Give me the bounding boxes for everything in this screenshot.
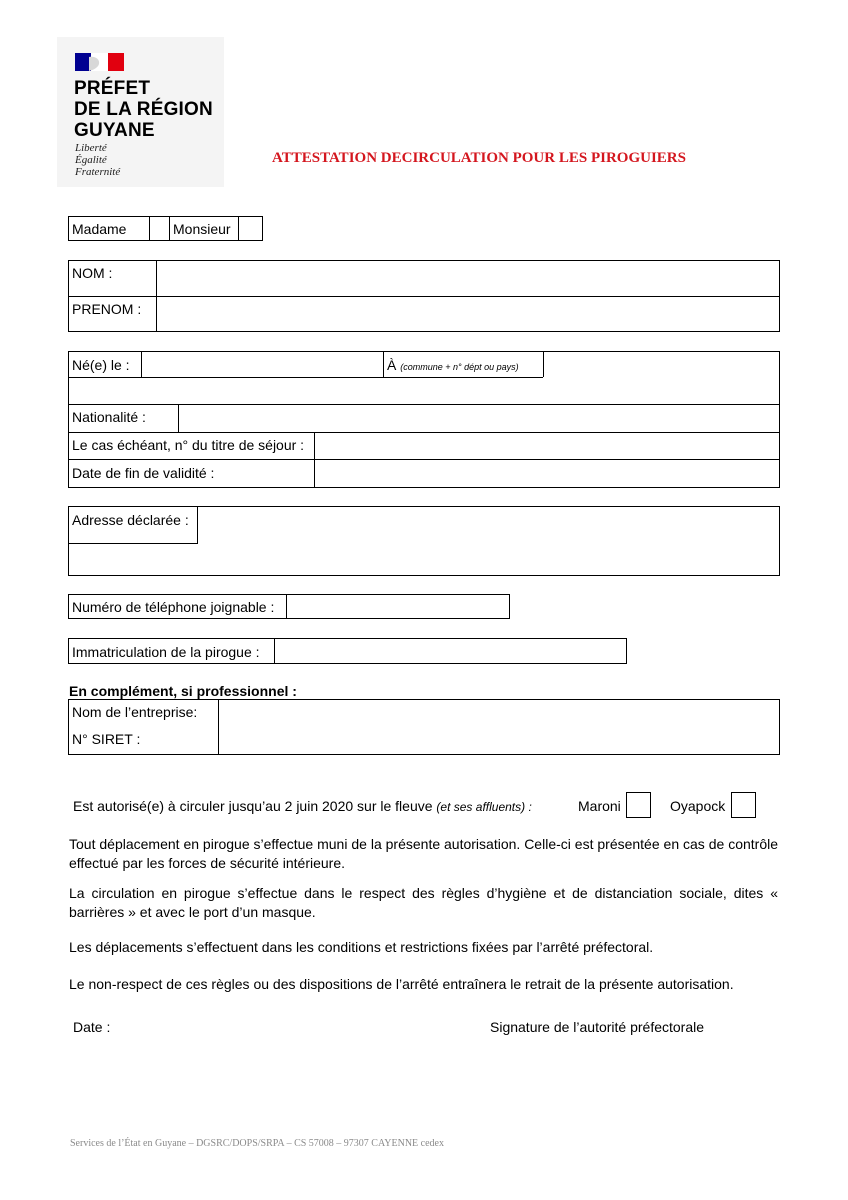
nationalite-field[interactable]	[179, 405, 779, 431]
pro-heading: En complément, si professionnel :	[69, 683, 297, 699]
entreprise-label: Nom de l’entreprise:	[72, 704, 198, 720]
paragraph-3: Les déplacements s’effectuent dans les conditions et restrictions fixées par l’arrêté préfectoral.	[69, 939, 654, 955]
birth-place-field[interactable]	[384, 378, 779, 403]
address-label: Adresse déclarée :	[72, 512, 189, 528]
document-title: ATTESTATION DECIRCULATION POUR LES PIROGUIERS	[272, 150, 686, 166]
birth-date-field[interactable]	[142, 352, 383, 376]
phone-label: Numéro de téléphone joignable :	[72, 599, 275, 615]
paragraph-1: Tout déplacement en pirogue s’effectue muni de la présente autorisation. Celle-ci est présentée en cas de contrôle effectué par les forces de sécurité intérieure.	[69, 836, 778, 871]
pro-field[interactable]	[219, 700, 779, 754]
date-label: Date :	[73, 1019, 111, 1035]
logo-line-2: DE LA RÉGION	[74, 99, 213, 120]
prenom-field[interactable]	[157, 297, 779, 331]
phone-field[interactable]	[287, 595, 509, 618]
divider	[543, 351, 544, 377]
oyapock-label: Oyapock	[670, 798, 726, 814]
motto-egalite: Égalité	[75, 154, 107, 166]
fin-validite-label: Date de fin de validité :	[72, 465, 215, 481]
authorization-main: Est autorisé(e) à circuler jusqu’au 2 juin 2020 sur le fleuve	[73, 798, 433, 814]
maroni-checkbox[interactable]	[626, 792, 651, 818]
prenom-label: PRENOM :	[72, 301, 142, 317]
madame-label: Madame	[72, 221, 127, 237]
divider	[383, 351, 384, 377]
footer-address: Services de l’État en Guyane – DGSRC/DOPS/SRPA – CS 57008 – 97307 CAYENNE cedex	[70, 1138, 444, 1149]
siret-label: N° SIRET :	[72, 731, 141, 747]
paragraph-2: La circulation en pirogue s’effectue dans le respect des règles d’hygiène et de distanciation sociale, dites « barrières » et avec le port d’un masque.	[69, 885, 778, 920]
birth-place-hint: (commune + n° dépt ou pays)	[400, 362, 519, 372]
pirogue-field[interactable]	[275, 639, 626, 663]
oyapock-checkbox[interactable]	[731, 792, 756, 818]
titre-sejour-field[interactable]	[315, 433, 779, 459]
titre-sejour-label: Le cas échéant, n° du titre de séjour :	[72, 437, 305, 453]
birth-place-a: À	[387, 357, 397, 373]
flag-red-band	[108, 53, 124, 71]
divider	[169, 216, 170, 241]
logo-line-1: PRÉFET	[74, 78, 151, 99]
logo-title	[74, 78, 213, 141]
authorization-text	[73, 798, 532, 815]
motto-fraternite: Fraternité	[75, 166, 121, 178]
nationalite-label: Nationalité :	[72, 409, 146, 425]
fin-validite-field[interactable]	[315, 460, 779, 487]
flag-blue-band	[75, 53, 91, 71]
monsieur-checkbox[interactable]	[239, 217, 262, 240]
madame-checkbox[interactable]	[150, 217, 169, 240]
maroni-label: Maroni	[578, 798, 621, 814]
logo-motto	[75, 142, 120, 178]
nom-label: NOM :	[72, 265, 113, 281]
birth-place-label	[387, 357, 519, 375]
monsieur-label: Monsieur	[173, 221, 231, 237]
motto-liberte: Liberté	[75, 142, 107, 154]
birth-date-label: Né(e) le :	[72, 357, 130, 373]
signature-label: Signature de l’autorité préfectorale	[490, 1019, 705, 1035]
logo-line-3: GUYANE	[74, 120, 155, 141]
marianne-flag-icon	[75, 53, 124, 71]
authorization-note: (et ses affluents) :	[436, 800, 532, 814]
nom-field[interactable]	[157, 261, 779, 296]
paragraph-4: Le non-respect de ces règles ou des dispositions de l’arrêté entraînera le retrait de la présente autorisation.	[69, 976, 734, 992]
pirogue-label: Immatriculation de la pirogue :	[72, 644, 260, 660]
